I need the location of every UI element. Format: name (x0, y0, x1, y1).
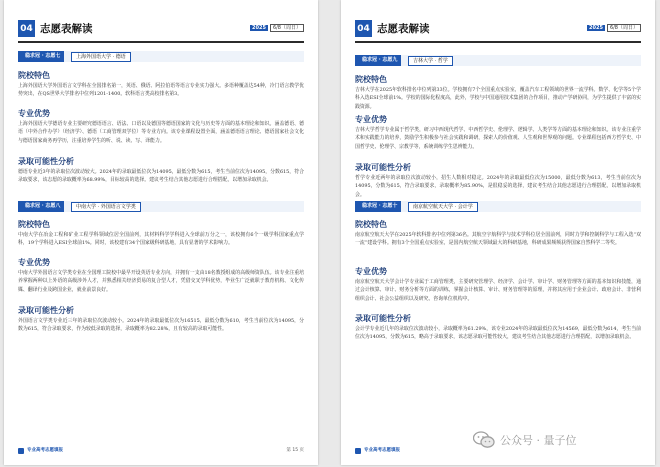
section-paragraph: 上海外国语大学德语专业主要研究德语语言、语法、口语以及德国等德语国家的文化与历史等方面的基本理论和知识。涵盖德语、德语（中外合作办学）（经济学）、德语（工商管理双学位）等专业方向。该专业课程设置全面，涵盖德语语言理论、德语国家社会文化与德语国家商务再学历，注重培养学生的听、说、读、写、译能力。 (18, 121, 304, 144)
section-heading: 专业优势 (355, 114, 387, 124)
section-paragraph: 中南大学外国语言文学类专业在全国理工院校中最早开设英语专业方向，并拥有一支由18名教授组成的高级师资队伍。该专业注重培养掌握两种以上外语的高级涉外人才，并熟悉相关经济贸易的复合型人才，凭借交叉学科优势，毕业生广泛就职于教育机构、文化传媒、翻译行业及跨国企业，就业前景良好。 (18, 270, 304, 293)
choice-tag-bar (355, 201, 641, 212)
brand-logo-icon (18, 448, 24, 454)
section-heading: 录取可能性分析 (355, 313, 411, 323)
header-divider (18, 41, 304, 43)
header-year: 2025 (589, 25, 603, 31)
header-date (587, 24, 641, 31)
section-paragraph: 南京航空航天大学会计学专业属于工商管理类，主要研究管理学、经济学、会计学、审计学、财务管理等方面的基本知识和技能，通过会计核算、审计、财务分析等方面的训练，掌握会计核算、审计、财务管理等的原理，并将其应用于企业会计、政府会计、非营利组织会计、社会公益组织以及研究、咨询单位机构中。 (355, 279, 641, 302)
wechat-icon (473, 431, 495, 449)
section-number-badge: 04 (18, 20, 35, 37)
section-paragraph: 外国语言文学类专业近三年的录取位次波动较小。2024年的录取最低位次为16515，最低分数为610，考生当前位次为14095，分数为615，符合录取要求，作为较低录取的选择，录取概率为82.28%，且有较高的录取可能性。 (18, 318, 304, 333)
right-page (341, 0, 655, 465)
page-footer (18, 447, 304, 455)
university-major-label: 中南大学 · 外国语言文学类 (71, 202, 141, 212)
page-header (18, 20, 304, 38)
watermark (473, 430, 577, 450)
section-paragraph: 吉林大学在2025年软科排名中位列第33位。学校拥有7个全国重点实验室，覆盖汽车工程领域的世界一流学科。数学、化学等5个学科入选ESI全球前1%。学校的国际化程度高，此外，学校与中国通用技术集团的合作项目，推动产学研协同，为学生提供了丰富的实践资源。 (355, 87, 641, 110)
section-heading: 录取可能性分析 (18, 156, 74, 166)
section-heading: 院校特色 (18, 219, 50, 229)
university-major-label: 南京航空航天大学 · 会计学 (408, 202, 478, 212)
university-major-label: 吉林大学 · 哲学 (408, 56, 453, 66)
section-paragraph: 会计学专业近几年的录取位次波动较小，录取概率为61.29%，该专业2024年的录取最低位次为14569，最低分数为614，考生当前位次为14095，分数为615，略高于录取要求，该志愿录取可能性较大，建议考生结合其他志愿进行合理搭配，以增加录取机会。 (355, 326, 641, 341)
section-heading: 院校特色 (355, 74, 387, 84)
page-header (355, 20, 641, 38)
section-paragraph: 南京航空航天大学在2025年软科排名中位列第36名。其航空宇航科学与技术学科位居全国前列，同时力学和控制科学与工程入选“双一流”建设学科。拥有3个全国重点实验室，是国内航空航天领域最大的科研基地，科研成果频频获得国家自然科学二等奖。 (355, 232, 641, 247)
section-number-badge: 04 (355, 20, 372, 37)
section-paragraph: 德语专业近3年的录取位次波动较大。2024年的录取最低位次为14095，最低分数为615，考生当前位次为14095，分数615，符合录取要求，该志愿的录取概率为68.99%，目标较高的选择。建议考生结合其他志愿进行合理搭配，以增加录取机会。 (18, 169, 304, 184)
section-paragraph: 吉林大学哲学专业属于哲学类，研习中西现代哲学、中西哲学史、伦理学、逻辑学、人类学等方面的基本理论和知识。该专业注重学术和实践能力的培养，鼓励学生积极参与社会实践和调研，探索人的价值观、人生观和世界观的问题。专业课程包括西方哲学史、中国哲学史、伦理学、宗教学等，系统训练学生思辨能力。 (355, 127, 641, 150)
section-heading: 专业优势 (355, 266, 387, 276)
page-number: 第 15 页 (286, 448, 304, 453)
brand-logo-icon (355, 448, 361, 454)
choice-tag: 稳求冠 · 志愿七 (21, 51, 64, 62)
section-paragraph: 哲学专业近两年的录取位次波动较小，招生人数相对稳定。2024年的录取最低位次为15000，最低分数为613，考生当前位次为14095，分数为615，符合录取要求，录取概率为85.90%，是很稳妥的选择，建议考生结合其他志愿进行合理搭配，以增加录取机会。 (355, 175, 641, 198)
footer-brand: 专业高考志愿填报 (364, 448, 400, 453)
header-divider (355, 41, 641, 43)
university-major-label: 上海外国语大学 · 德语 (71, 52, 131, 62)
choice-tag: 稳求冠 · 志愿十 (358, 201, 401, 212)
section-paragraph: 上海外国语大学外国语言文学科在全国排名第一，英语、俄语、阿拉伯语等语言专业实力强大。多语种覆盖达54种，冷门语言教学优势突出，在QS世界大学排名中位列1201-1400。软科语言类高校排名第3。 (18, 83, 304, 98)
section-heading: 专业优势 (18, 108, 50, 118)
section-heading: 录取可能性分析 (18, 305, 74, 315)
header-date-text: 6/8（周日） (607, 24, 641, 32)
section-paragraph: 中南大学在冶金工程和矿业工程学科领域位居全国前列，其材料科学学科进入全球前万分之一，该校拥有6个一级学科国家重点学科，19个学科进入ESI全球前1%。同时，该校建有34个国家级科研基地，具有显著的学术影响力。 (18, 232, 304, 247)
choice-tag: 稳求冠 · 志愿八 (21, 201, 64, 212)
choice-tag-bar (18, 51, 304, 62)
section-heading: 录取可能性分析 (355, 162, 411, 172)
header-date-text: 6/8（周日） (270, 24, 304, 32)
footer-brand: 专业高考志愿填报 (27, 448, 63, 453)
section-heading: 专业优势 (18, 257, 50, 267)
header-year: 2025 (252, 25, 266, 31)
watermark-text: 公众号 · 量子位 (500, 434, 577, 447)
left-page (4, 0, 318, 465)
page-title: 志愿表解读 (377, 23, 430, 35)
page-title: 志愿表解读 (40, 23, 93, 35)
section-heading: 院校特色 (18, 70, 50, 80)
choice-tag: 稳求冠 · 志愿九 (358, 55, 401, 66)
section-heading: 院校特色 (355, 219, 387, 229)
choice-tag-bar (18, 201, 304, 212)
header-date (250, 24, 304, 31)
choice-tag-bar (355, 55, 641, 66)
